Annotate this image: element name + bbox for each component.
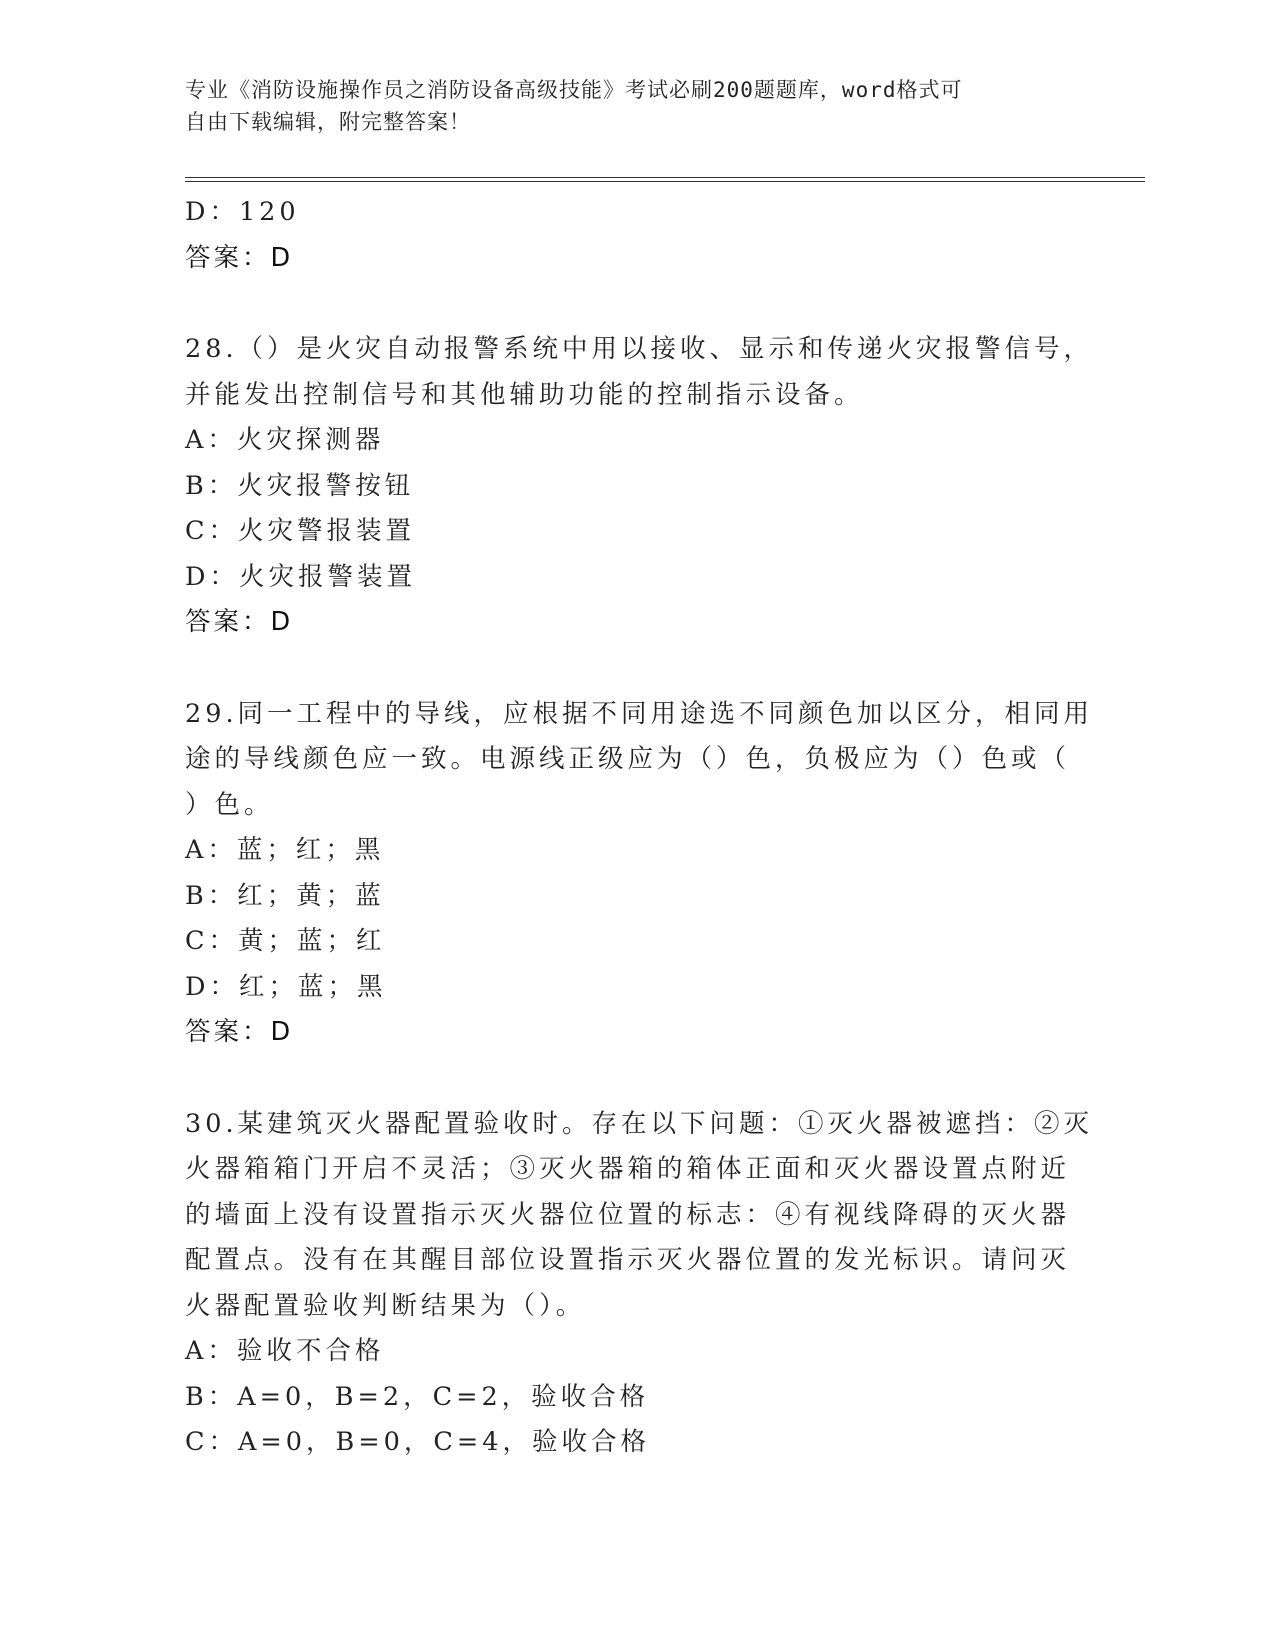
answer-line: 答案：D xyxy=(185,242,294,273)
option-a: A：验收不合格 xyxy=(185,1336,385,1366)
option-d: D：120 xyxy=(185,197,300,227)
question-stem-line: 火器配置验收判断结果为（）。 xyxy=(185,1290,586,1321)
option-c: C：火灾警报装置 xyxy=(185,516,416,546)
question-stem-line: 火器箱箱门开启不灵活；③灭火器箱的箱体正面和灭火器设置点附近 xyxy=(185,1154,1071,1184)
question-30 xyxy=(185,1102,1094,1466)
previous-question-tail xyxy=(185,190,1085,281)
option-b: B：火灾报警按钮 xyxy=(185,470,415,501)
option-b: B：红；黄；蓝 xyxy=(185,880,385,911)
answer-line: 答案：D xyxy=(185,1017,294,1047)
header-line-1: 专业《消防设施操作员之消防设备高级技能》考试必刷200题题库，word格式可 xyxy=(185,78,963,102)
question-stem-line: 29.同一工程中的导线，应根据不同用途选不同颜色加以区分，相同用 xyxy=(185,698,1094,729)
question-stem-line: ）色。 xyxy=(185,789,274,820)
question-content xyxy=(185,190,1094,1466)
question-stem-line: 途的导线颜色应一致。电源线正级应为（）色，负极应为（）色或（ xyxy=(185,744,1071,774)
question-stem-line: 30.某建筑灭火器配置验收时。存在以下问题：①灭火器被遮挡：②灭 xyxy=(185,1108,1094,1139)
question-stem-line: 配置点。没有在其醒目部位设置指示灭火器位置的发光标识。请问灭 xyxy=(185,1245,1071,1275)
spacer xyxy=(185,1056,1085,1102)
option-a: A：蓝；红；黑 xyxy=(185,835,385,865)
question-stem-line: 28.（）是火灾自动报警系统中用以接收、显示和传递火灾报警信号， xyxy=(185,334,1094,364)
header-divider-bottom xyxy=(185,181,1145,182)
option-b: B：A=0，B=2，C=2，验收合格 xyxy=(185,1381,650,1412)
spacer xyxy=(185,281,1085,327)
page-header xyxy=(185,74,1065,138)
question-stem-line: 的墙面上没有设置指示灭火器位位置的标志：④有视线降碍的灭火器 xyxy=(185,1199,1071,1230)
question-28 xyxy=(185,327,1094,646)
spacer xyxy=(185,646,1085,692)
header-line-2: 自由下载编辑，附完整答案！ xyxy=(185,110,471,134)
answer-line: 答案：D xyxy=(185,607,294,637)
option-d: D：火灾报警装置 xyxy=(185,561,416,592)
question-29 xyxy=(185,692,1094,1056)
question-stem-line: 并能发出控制信号和其他辅助功能的控制指示设备。 xyxy=(185,379,864,410)
option-c: C：黄；蓝；红 xyxy=(185,926,386,956)
option-a: A：火灾探测器 xyxy=(185,425,385,455)
header-divider-top xyxy=(185,177,1145,178)
option-d: D：红；蓝；黑 xyxy=(185,971,387,1002)
option-c: C：A=0，B=0，C=4，验收合格 xyxy=(185,1427,650,1457)
